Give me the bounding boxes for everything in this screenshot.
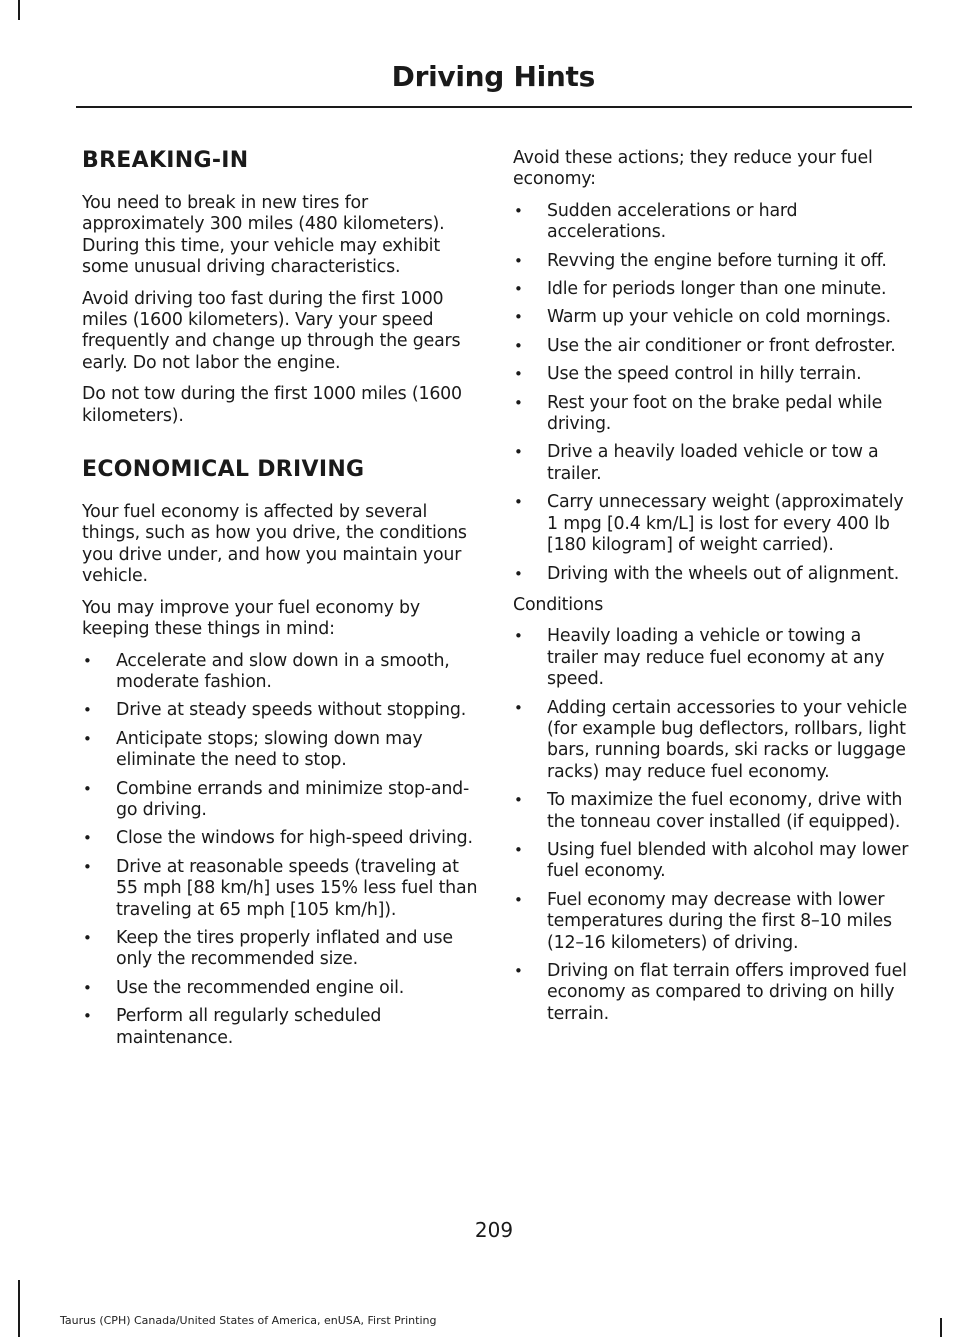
list-item: • Revving the engine before turning it off. — [513, 251, 909, 272]
list-item: • Use the recommended engine oil. — [82, 978, 478, 999]
economical-driving-paragraph: You may improve your fuel economy by keeping these things in mind: — [82, 597, 420, 640]
list-item: • Anticipate stops; slowing down may eliminate the need to stop. — [82, 729, 478, 772]
list-item: • Use the air conditioner or front defroster. — [513, 336, 909, 357]
list-item: • To maximize the fuel economy, drive with the tonneau cover installed (if equipped). — [513, 790, 909, 833]
list-item: • Accelerate and slow down in a smooth, moderate fashion. — [82, 651, 478, 694]
breaking-in-paragraph: Avoid driving too fast during the first 1000 miles (1600 kilometers). Vary your speed frequently and change up through the gears early. Do not labor the engine. — [82, 288, 461, 373]
breaking-in-paragraph: You need to break in new tires for approximately 300 miles (480 kilometers). During this time, your vehicle may exhibit some unusual driving characteristics. — [82, 193, 445, 278]
avoid-actions-list — [513, 201, 909, 585]
list-item: • Heavily loading a vehicle or towing a trailer may reduce fuel economy at any speed. — [513, 626, 909, 690]
breaking-in-paragraph: Do not tow during the first 1000 miles (1600 kilometers). — [82, 384, 462, 426]
list-item: • Idle for periods longer than one minute. — [513, 279, 909, 300]
left-column — [82, 130, 478, 1059]
list-item: • Use the speed control in hilly terrain. — [513, 364, 909, 385]
economical-driving-paragraph: Your fuel economy is affected by several things, such as how you drive, the conditions you drive under, and how you maintain your vehicle. — [82, 502, 467, 587]
economical-driving-heading: ECONOMICAL DRIVING — [82, 457, 365, 483]
list-item: • Perform all regularly scheduled maintenance. — [82, 1006, 478, 1049]
header-divider — [76, 106, 912, 108]
list-item: • Driving with the wheels out of alignment. — [513, 564, 909, 585]
list-item: • Keep the tires properly inflated and use only the recommended size. — [82, 928, 478, 971]
conditions-list — [513, 626, 909, 1025]
crop-mark-top-left — [18, 0, 20, 20]
crop-mark-bottom-left — [18, 1280, 20, 1337]
page-number: 209 — [474, 1218, 514, 1242]
list-item: • Warm up your vehicle on cold mornings. — [513, 307, 909, 328]
list-item: • Driving on flat terrain offers improved fuel economy as compared to driving on hilly terrain. — [513, 961, 909, 1025]
avoid-actions-intro: Avoid these actions; they reduce your fuel economy: — [513, 148, 873, 190]
list-item: • Combine errands and minimize stop-and-go driving. — [82, 779, 478, 822]
list-item: • Close the windows for high-speed driving. — [82, 828, 478, 849]
list-item: • Sudden accelerations or hard accelerations. — [513, 201, 909, 244]
list-item: • Adding certain accessories to your vehicle (for example bug deflectors, rollbars, light bars, running boards, ski racks or luggage racks) may reduce fuel economy. — [513, 698, 909, 784]
conditions-label: Conditions — [513, 594, 604, 615]
list-item: • Drive at steady speeds without stopping. — [82, 700, 478, 721]
list-item: • Using fuel blended with alcohol may lower fuel economy. — [513, 840, 909, 883]
document-footer: Taurus (CPH) Canada/United States of America, enUSA, First Printing — [60, 1314, 437, 1327]
list-item: • Rest your foot on the brake pedal while driving. — [513, 393, 909, 436]
economy-tips-list — [82, 651, 478, 1050]
page-section-title: Driving Hints — [391, 60, 595, 93]
list-item: • Carry unnecessary weight (approximately 1 mpg [0.4 km/L] is lost for every 400 lb [180 kilogram] of weight carried). — [513, 492, 909, 556]
list-item: • Fuel economy may decrease with lower temperatures during the first 8–10 miles (12–16 kilometers) of driving. — [513, 890, 909, 954]
list-item: • Drive a heavily loaded vehicle or tow a trailer. — [513, 442, 909, 485]
list-item: • Drive at reasonable speeds (traveling at 55 mph [88 km/h] uses 15% less fuel than traveling at 65 mph [105 km/h]). — [82, 857, 478, 921]
right-column — [513, 148, 909, 1035]
crop-mark-bottom-right — [940, 1318, 942, 1337]
breaking-in-heading: BREAKING-IN — [82, 148, 249, 173]
